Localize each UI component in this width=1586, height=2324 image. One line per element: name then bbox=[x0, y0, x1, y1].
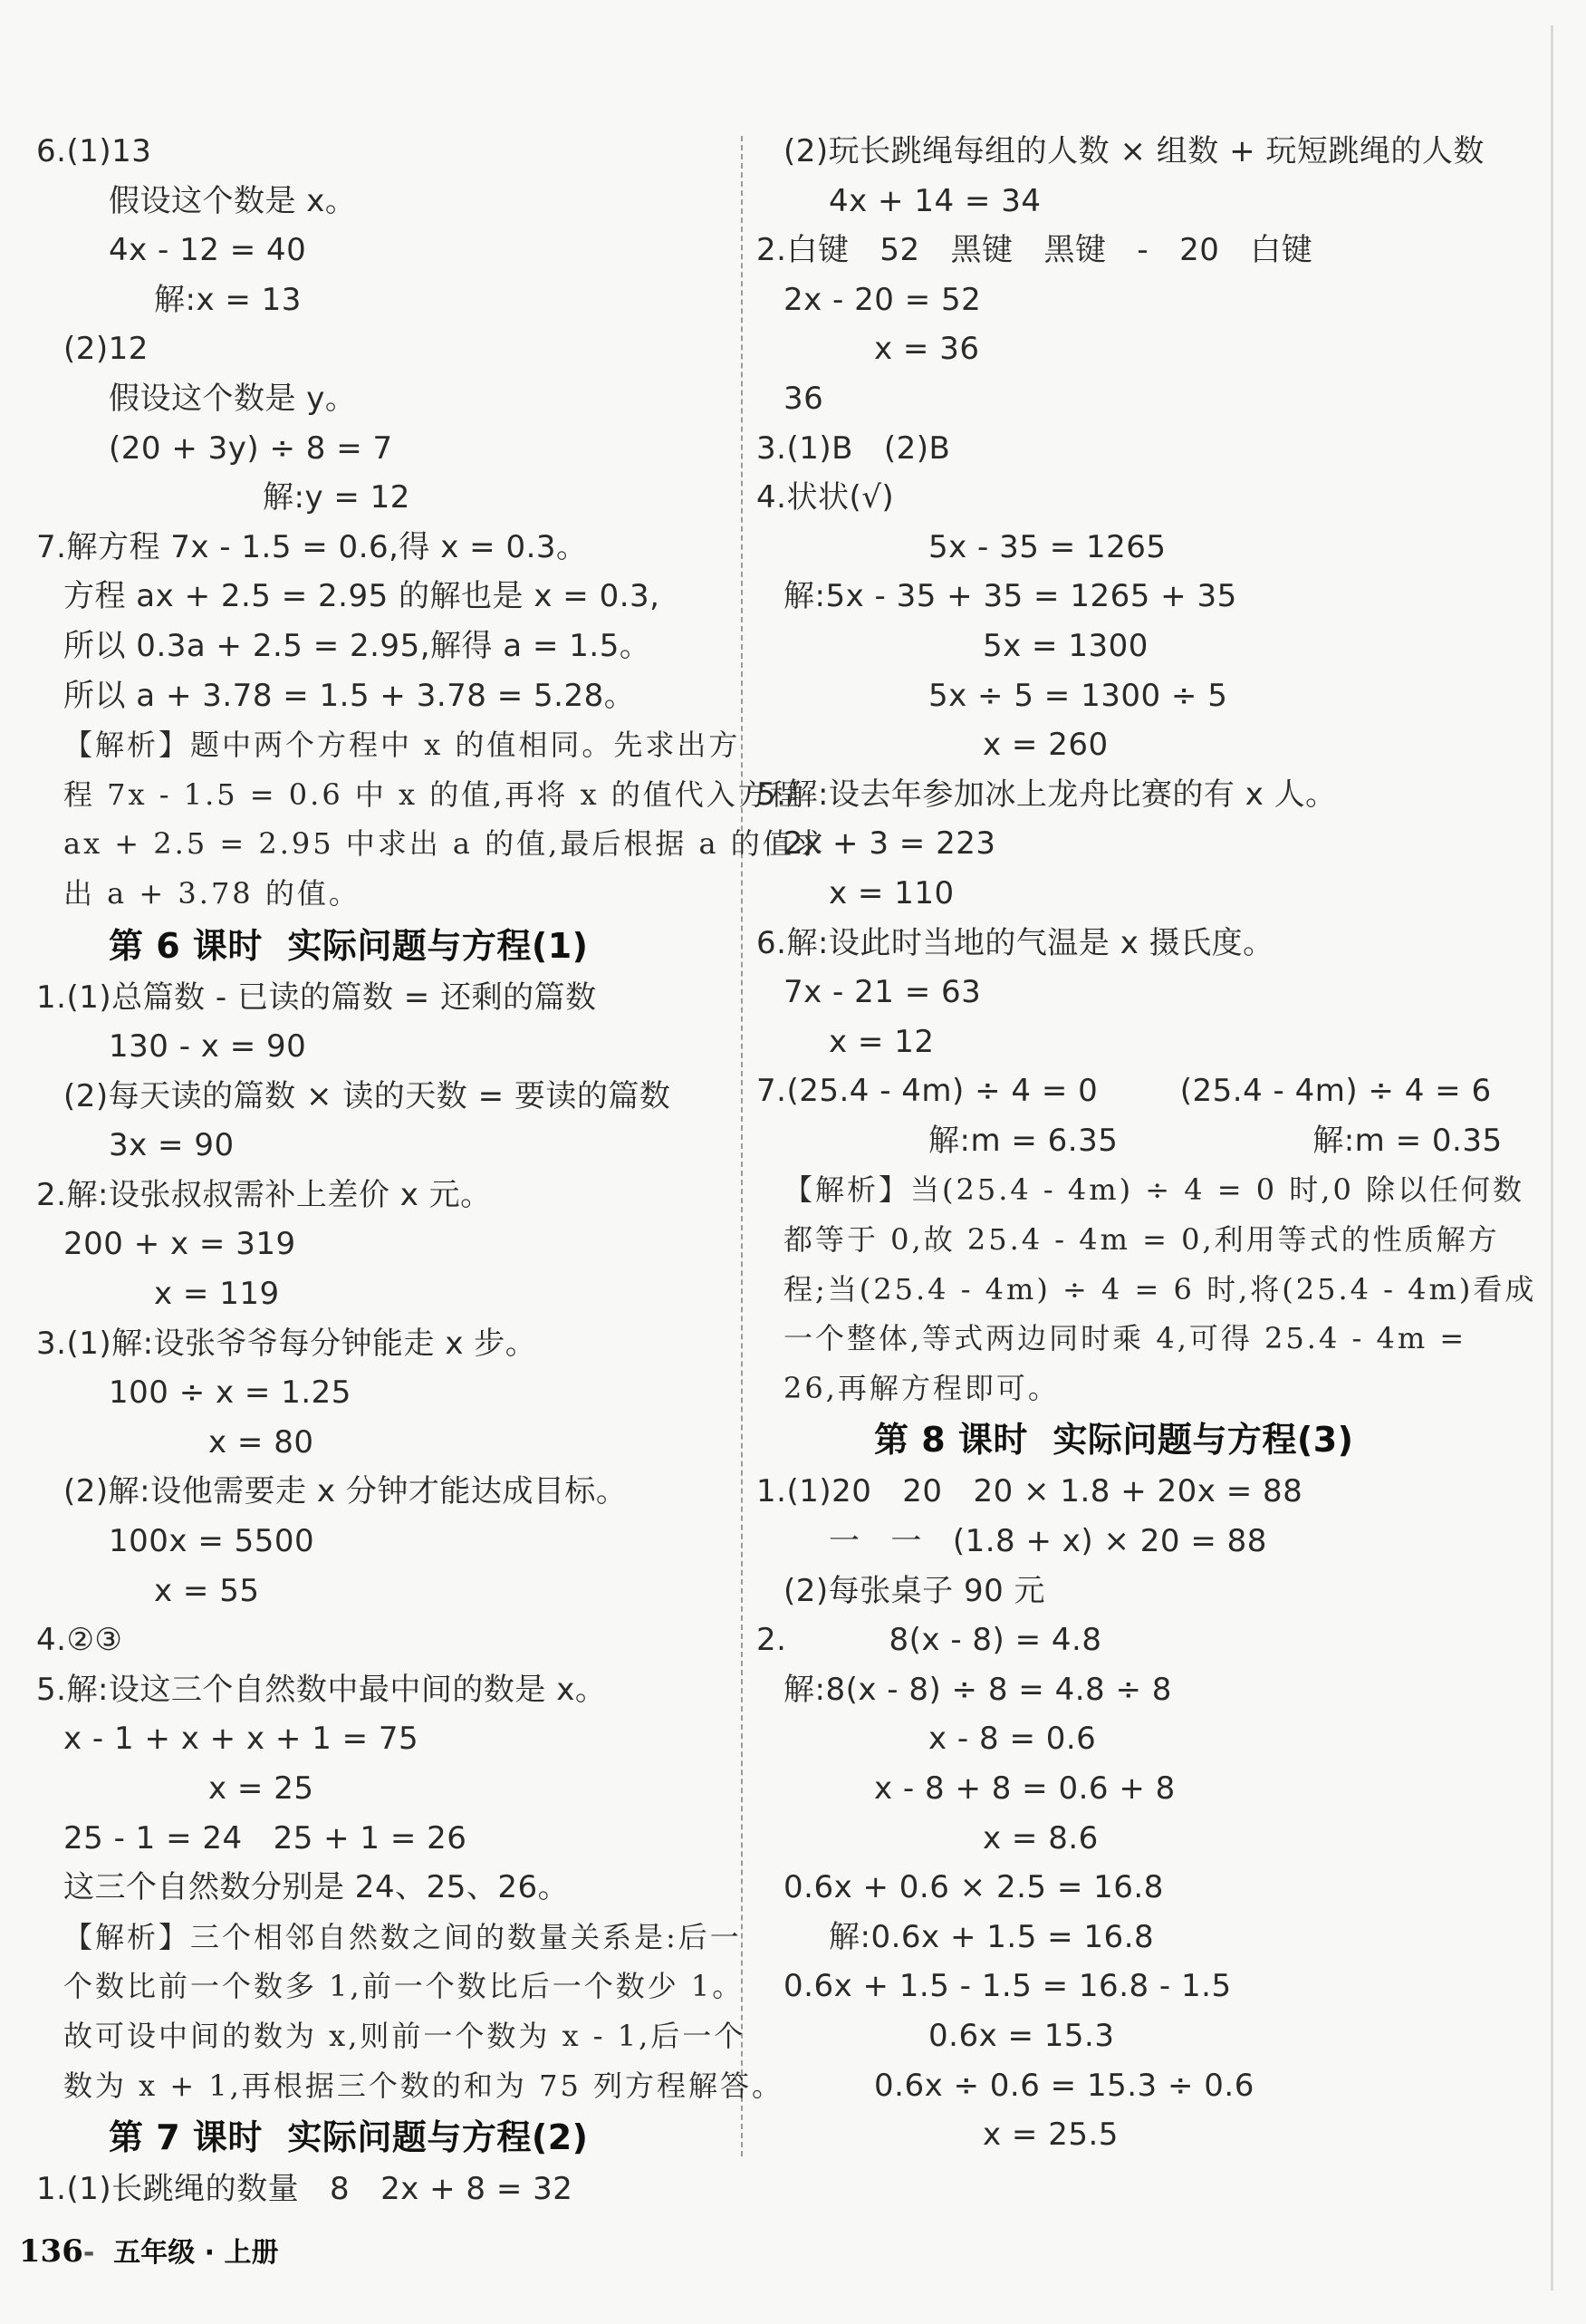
section-heading: 第 6 课时 实际问题与方程(1) bbox=[109, 925, 589, 966]
answer-line: x - 8 = 0.6 bbox=[928, 1721, 1097, 1758]
answer-line: 3.(1)解:设张爷爷每分钟能走 x 步。 bbox=[36, 1325, 537, 1362]
analysis-line: 程;当(25.4 - 4m) ÷ 4 = 6 时,将(25.4 - 4m)看成 bbox=[783, 1271, 1537, 1307]
answer-line: 36 bbox=[783, 380, 824, 417]
answer-line: 4x - 12 = 40 bbox=[109, 232, 307, 269]
answer-line: 所以 0.3a + 2.5 = 2.95,解得 a = 1.5。 bbox=[63, 627, 651, 664]
answer-line: 解:x = 13 bbox=[154, 281, 302, 318]
analysis-line: 一个整体,等式两边同时乘 4,可得 25.4 - 4m = bbox=[783, 1321, 1467, 1356]
answer-line: 0.6x + 1.5 - 1.5 = 16.8 - 1.5 bbox=[783, 1968, 1232, 2005]
answer-line: 所以 a + 3.78 = 1.5 + 3.78 = 5.28。 bbox=[63, 677, 636, 714]
answer-line: (20 + 3y) ÷ 8 = 7 bbox=[109, 429, 393, 467]
answer-line: x = 119 bbox=[154, 1276, 280, 1313]
analysis-line: 【解析】三个相邻自然数之间的数量关系是:后一 bbox=[63, 1919, 742, 1954]
answer-line: 这三个自然数分别是 24、25、26。 bbox=[63, 1869, 570, 1906]
answer-line: 5x - 35 = 1265 bbox=[928, 528, 1167, 565]
answer-line: 解:m = 6.35 解:m = 0.35 bbox=[928, 1122, 1503, 1159]
answer-line: 0.6x + 0.6 × 2.5 = 16.8 bbox=[783, 1869, 1164, 1906]
analysis-line: 出 a + 3.78 的值。 bbox=[63, 875, 360, 911]
answer-line: 130 - x = 90 bbox=[109, 1028, 307, 1066]
page-footer bbox=[0, 2170, 279, 2270]
answer-line: 7.(25.4 - 4m) ÷ 4 = 0 (25.4 - 4m) ÷ 4 = 6 bbox=[756, 1073, 1492, 1110]
answer-line: x = 36 bbox=[874, 331, 980, 368]
answer-line: (2)每天读的篇数 × 读的天数 = 要读的篇数 bbox=[63, 1077, 671, 1114]
answer-line: 100 ÷ x = 1.25 bbox=[109, 1374, 351, 1412]
analysis-line: 26,再解方程即可。 bbox=[783, 1370, 1060, 1405]
answer-line: 5x = 1300 bbox=[983, 627, 1149, 664]
answer-line: x = 80 bbox=[208, 1423, 314, 1461]
answer-line: 方程 ax + 2.5 = 2.95 的解也是 x = 0.3, bbox=[63, 578, 660, 615]
answer-line: x = 25.5 bbox=[983, 2117, 1119, 2154]
answer-line: 4.②③ bbox=[36, 1622, 123, 1659]
answer-line: x = 8.6 bbox=[983, 1819, 1099, 1856]
answer-line: 25 - 1 = 24 25 + 1 = 26 bbox=[63, 1819, 467, 1856]
page-number: 136 bbox=[18, 2233, 83, 2270]
answer-line: 2.解:设张叔叔需补上差价 x 元。 bbox=[36, 1176, 492, 1213]
answer-line: 100x = 5500 bbox=[109, 1523, 315, 1560]
analysis-line: 故可设中间的数为 x,则前一个数为 x - 1,后一个 bbox=[63, 2018, 746, 2053]
answer-line: 1.(1)总篇数 - 已读的篇数 = 还剩的篇数 bbox=[36, 979, 597, 1016]
answer-line: 解:y = 12 bbox=[263, 479, 410, 516]
answer-line: 0.6x = 15.3 bbox=[928, 2017, 1115, 2054]
answer-line: x = 110 bbox=[829, 874, 955, 911]
answer-line: (2)12 bbox=[63, 331, 149, 368]
answer-line: 4.状状(√) bbox=[756, 479, 895, 516]
footer-dash: - bbox=[82, 2237, 95, 2269]
answer-line: 5.解:设去年参加冰上龙舟比赛的有 x 人。 bbox=[756, 776, 1337, 813]
answer-line: 5x ÷ 5 = 1300 ÷ 5 bbox=[928, 677, 1228, 714]
section-heading: 第 7 课时 实际问题与方程(2) bbox=[109, 2117, 589, 2158]
grade-label: 五年级 · 上册 bbox=[113, 2237, 279, 2269]
section-heading: 第 8 课时 实际问题与方程(3) bbox=[874, 1420, 1354, 1461]
answer-line: (2)玩长跳绳每组的人数 × 组数 + 玩短跳绳的人数 bbox=[783, 133, 1485, 169]
answer-line: 200 + x = 319 bbox=[63, 1226, 296, 1263]
answer-line: 5.解:设这三个自然数中最中间的数是 x。 bbox=[36, 1671, 607, 1708]
answer-line: 2. 8(x - 8) = 4.8 bbox=[756, 1622, 1102, 1659]
answer-line: 解:5x - 35 + 35 = 1265 + 35 bbox=[783, 578, 1237, 615]
answer-line: 1.(1)长跳绳的数量 8 2x + 8 = 32 bbox=[36, 2171, 573, 2208]
answer-line: 解:8(x - 8) ÷ 8 = 4.8 ÷ 8 bbox=[783, 1671, 1172, 1708]
analysis-line: 【解析】当(25.4 - 4m) ÷ 4 = 0 时,0 除以任何数 bbox=[783, 1172, 1524, 1208]
answer-line: 解:0.6x + 1.5 = 16.8 bbox=[829, 1918, 1155, 1955]
answer-line: x - 8 + 8 = 0.6 + 8 bbox=[874, 1770, 1176, 1807]
answer-line: x = 55 bbox=[154, 1572, 260, 1609]
answer-line: 4x + 14 = 34 bbox=[829, 182, 1042, 219]
answer-line: (2)每张桌子 90 元 bbox=[783, 1572, 1046, 1609]
answer-line: x = 12 bbox=[829, 1023, 935, 1060]
answer-line: x - 1 + x + x + 1 = 75 bbox=[63, 1721, 419, 1758]
answer-line: 7x - 21 = 63 bbox=[783, 974, 982, 1011]
answer-line: x = 25 bbox=[208, 1770, 314, 1807]
answer-line: 一 一 (1.8 + x) × 20 = 88 bbox=[829, 1523, 1267, 1560]
answer-line: 2x + 3 = 223 bbox=[783, 825, 996, 863]
analysis-line: 个数比前一个数多 1,前一个数比后一个数少 1。 bbox=[63, 1969, 745, 2004]
answer-line: 6.解:设此时当地的气温是 x 摄氏度。 bbox=[756, 924, 1274, 961]
analysis-line: 都等于 0,故 25.4 - 4m = 0,利用等式的性质解方 bbox=[783, 1222, 1500, 1258]
answer-line: 0.6x ÷ 0.6 = 15.3 ÷ 0.6 bbox=[874, 2067, 1254, 2104]
answer-line: 假设这个数是 y。 bbox=[109, 380, 357, 417]
right-column bbox=[756, 127, 1537, 2160]
analysis-line: 程 7x - 1.5 = 0.6 中 x 的值,再将 x 的值代入方程 bbox=[63, 776, 802, 812]
answer-line: 2.白键 52 黑键 黑键 - 20 白键 bbox=[756, 232, 1313, 269]
analysis-line: ax + 2.5 = 2.95 中求出 a 的值,最后根据 a 的值求 bbox=[63, 826, 826, 862]
answer-line: 3x = 90 bbox=[109, 1127, 235, 1164]
analysis-line: 【解析】题中两个方程中 x 的值相同。先求出方 bbox=[63, 728, 741, 763]
answer-line: x = 260 bbox=[983, 727, 1109, 764]
answer-line: 2x - 20 = 52 bbox=[783, 281, 982, 318]
page-edge-rule bbox=[1551, 25, 1553, 2290]
answer-line: 3.(1)B (2)B bbox=[756, 429, 951, 467]
column-divider bbox=[741, 136, 743, 2156]
answer-line: (2)解:设他需要走 x 分钟才能达成目标。 bbox=[63, 1473, 628, 1510]
analysis-line: 数为 x + 1,再根据三个数的和为 75 列方程解答。 bbox=[63, 2068, 783, 2103]
answer-line: 7.解方程 7x - 1.5 = 0.6,得 x = 0.3。 bbox=[36, 528, 588, 565]
answer-line: 1.(1)20 20 20 × 1.8 + 20x = 88 bbox=[756, 1473, 1303, 1510]
answer-line: 6.(1)13 bbox=[36, 133, 152, 169]
answer-line: 假设这个数是 x。 bbox=[109, 182, 357, 219]
